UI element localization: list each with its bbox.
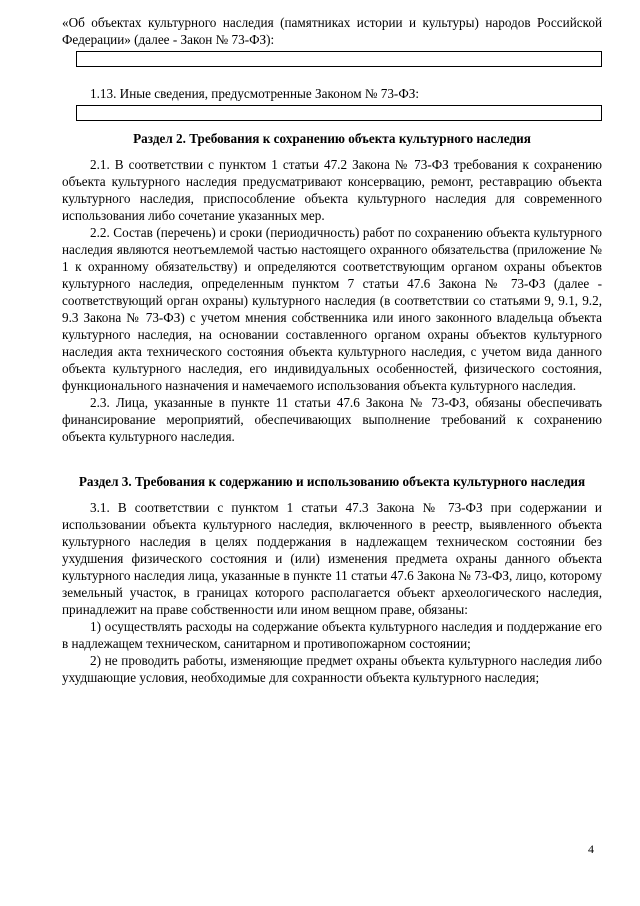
page-number: 4 — [588, 842, 594, 856]
paragraph-3-1-item-1: 1) осуществлять расходы на содержание объекта культурного наследия и поддержание его в надлежащем техническом, санитарном и противопожарном состоянии; — [62, 619, 602, 651]
item-1-13-text: 1.13. Иные сведения, предусмотренные Законом № 73-ФЗ: — [90, 86, 420, 101]
section-3-heading: Раздел 3. Требования к содержанию и использованию объекта культурного наследия — [78, 474, 586, 489]
paragraph-3-1-item-2: 2) не проводить работы, изменяющие предмет охраны объекта культурного наследия либо ухудшающие условия, необходимые для сохранности объекта культурного наследия; — [62, 653, 602, 685]
info-field-box-1 — [76, 51, 602, 67]
section-2-heading: Раздел 2. Требования к сохранению объекта культурного наследия — [133, 131, 531, 146]
paragraph-2-3: 2.3. Лица, указанные в пункте 11 статьи 47.6 Закона № 73-ФЗ, обязаны обеспечивать финансирование мероприятий, обеспечивающих выполнение требований к сохранению объекта культурного наследия. — [62, 395, 602, 444]
intro-text: «Об объектах культурного наследия (памятниках истории и культуры) народов Российской Федерации» (далее - Закон № 73-ФЗ): — [62, 15, 602, 47]
paragraph-2-1: 2.1. В соответствии с пунктом 1 статьи 47.2 Закона № 73-ФЗ требования к сохранению объекта культурного наследия предусматривают консервацию, ремонт, реставрацию объекта культурного наследия, приспособление объекта культурного наследия для современного использования либо сочетание указанных мер. — [62, 157, 602, 223]
paragraph-2-2: 2.2. Состав (перечень) и сроки (периодичность) работ по сохранению объекта культурного наследия являются неотъемлемой частью настоящего охранного обязательства (приложение № 1 к охранному обязательству) и определяются соответствующим органом охраны объектов культурного наследия, определенным пунктом 7 статьи 47.6 Закона № 73-ФЗ (далее - соответствующий орган охраны) культурного наследия (в соответствии со статьями 9, 9.1, 9.2, 9.3 Закона № 73-ФЗ) с учетом мнения собственника или иного законного владельца объекта культурного наследия, на основании составленного органом охраны объектов культурного наследия акта технического состояния объекта культурного наследия, с учетом вида данного объекта культурного наследия, его индивидуальных особенностей, физического состояния, функционального назначения и намечаемого использования объекта культурного наследия. — [62, 225, 602, 393]
info-field-box-2 — [76, 105, 602, 121]
document-body — [62, 14, 602, 686]
paragraph-3-1: 3.1. В соответствии с пунктом 1 статьи 47.3 Закона № 73-ФЗ при содержании и использовании объекта культурного наследия, включенного в реестр, выявленного объекта культурного наследия в целях поддержания в надлежащем техническом состоянии без ухудшения физического состояния и (или) изменения предмета охраны данного объекта культурного наследия лица, указанные в пункте 11 статьи 47.6 Закона № 73-ФЗ, лицо, которому земельный участок, в границах которого располагается объект археологического наследия, принадлежит на праве собственности или ином вещном праве, обязаны: — [62, 500, 602, 617]
